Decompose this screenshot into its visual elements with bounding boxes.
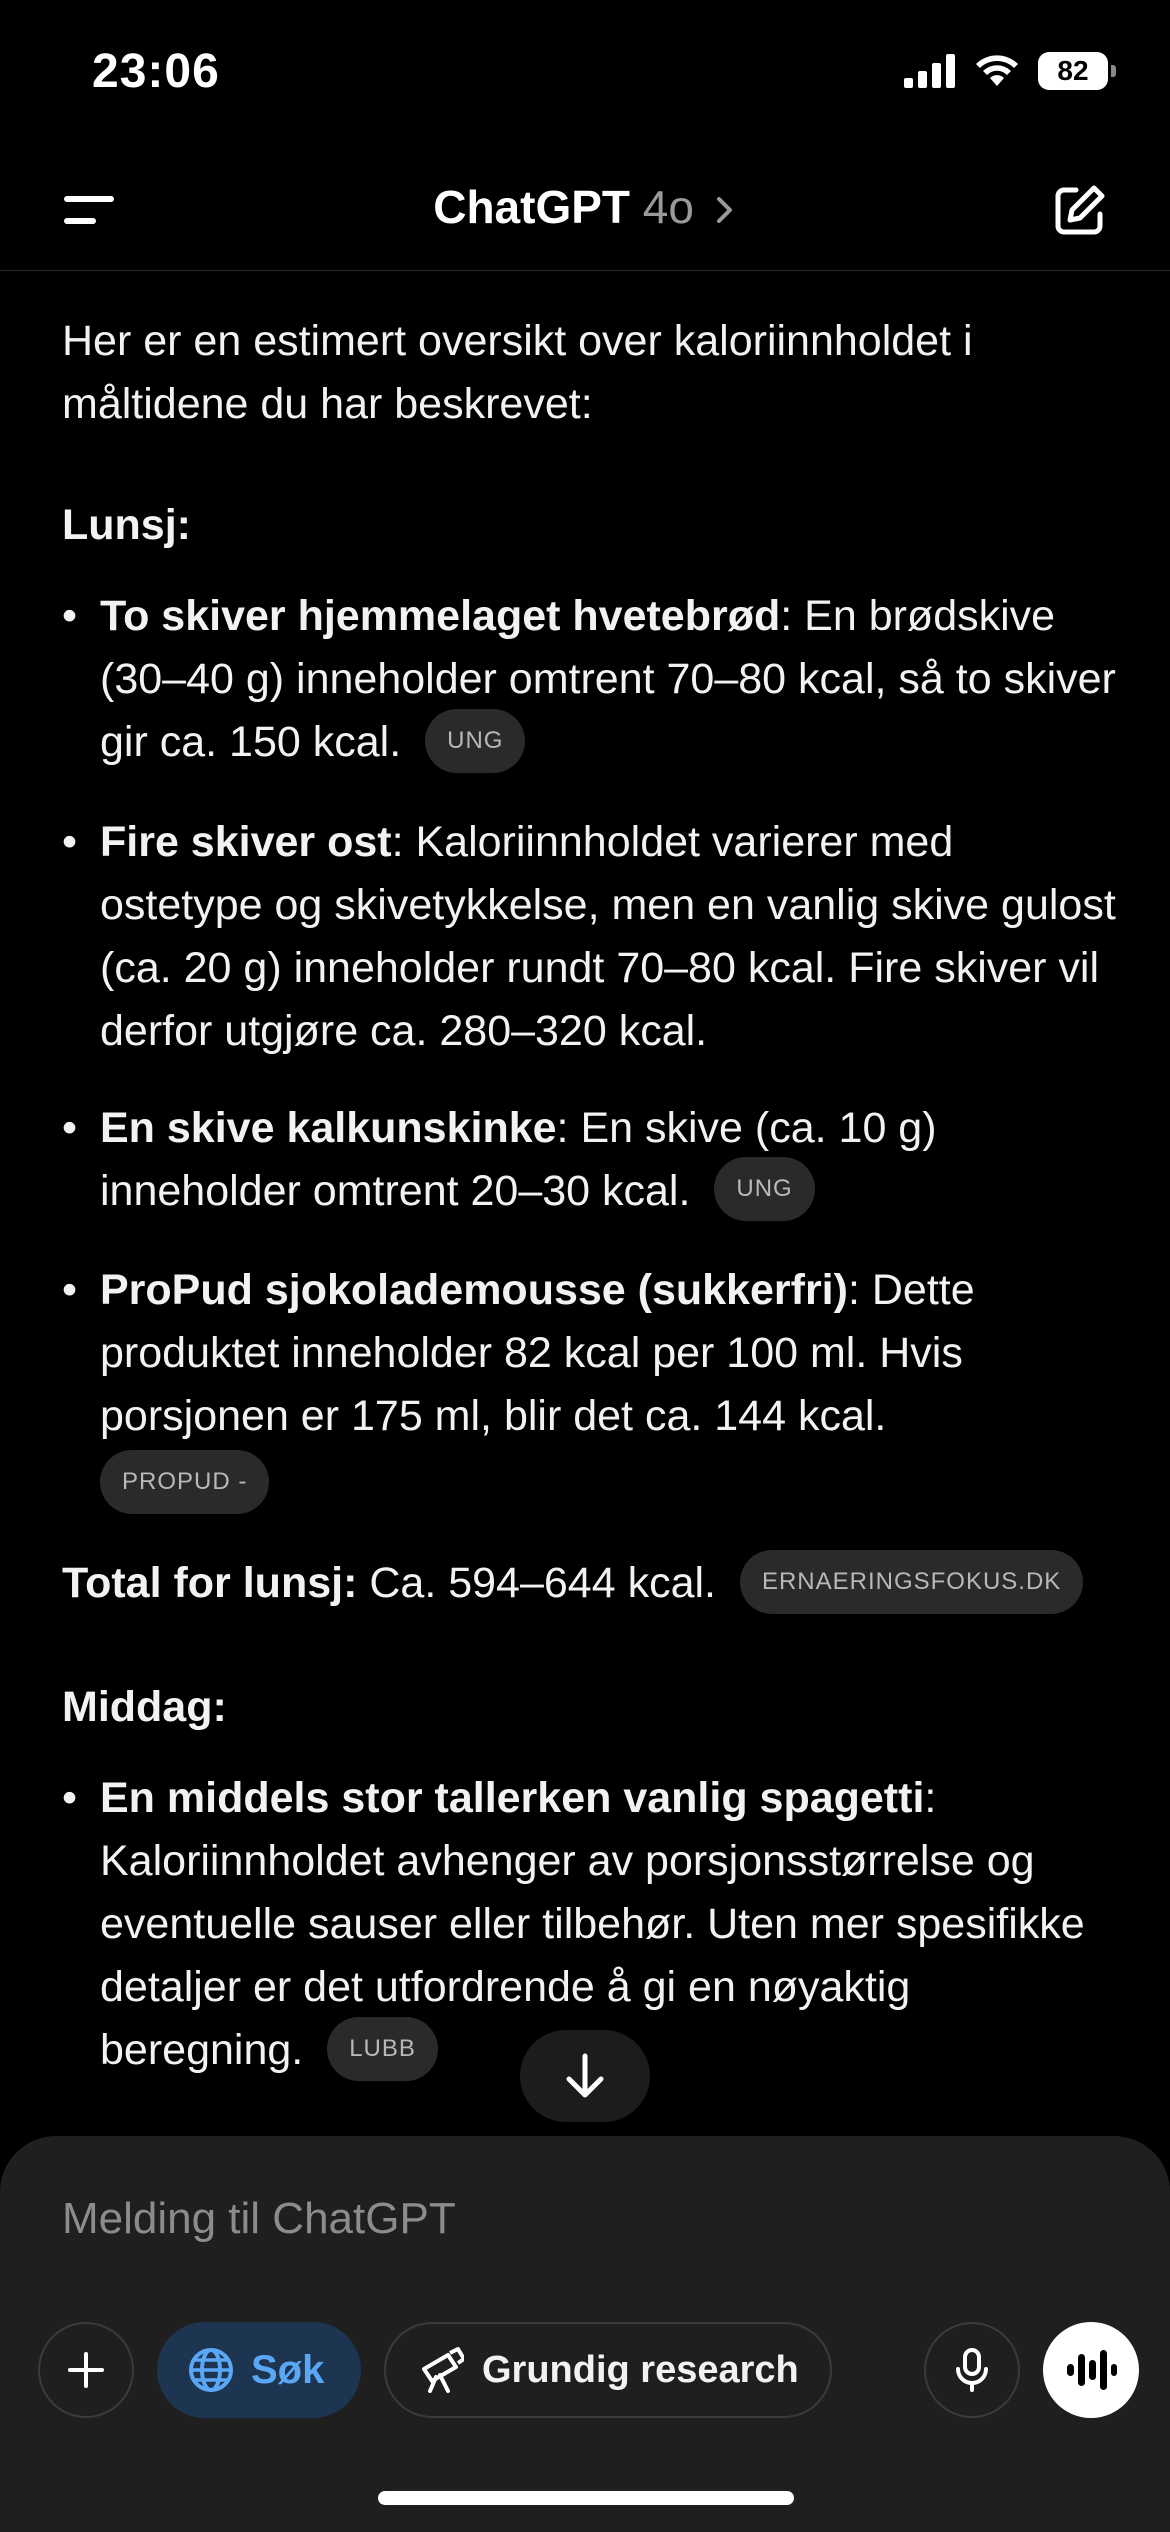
dictate-button[interactable] bbox=[924, 2322, 1020, 2418]
source-chip[interactable]: UNG bbox=[714, 1157, 814, 1221]
nav-bar bbox=[0, 150, 1170, 271]
attach-button[interactable] bbox=[38, 2322, 134, 2418]
message-input[interactable]: Melding til ChatGPT bbox=[62, 2194, 456, 2243]
total-label: Total for lunsj: bbox=[62, 1559, 358, 1608]
item-title: Fire skiver ost bbox=[100, 817, 392, 866]
lunch-heading: Lunsj: bbox=[62, 501, 191, 549]
list-item bbox=[62, 1097, 1122, 1226]
new-chat-icon[interactable] bbox=[1050, 180, 1110, 240]
battery-indicator: 82 bbox=[1038, 52, 1108, 90]
microphone-icon bbox=[952, 2347, 992, 2393]
status-icons bbox=[904, 52, 1108, 90]
scroll-down-button[interactable] bbox=[520, 2030, 650, 2122]
source-chip[interactable]: ERNAERINGSFOKUS.DK bbox=[740, 1550, 1083, 1614]
message-intro: Her er en estimert oversikt over kaloriinnholdet i måltidene du har beskrevet: bbox=[62, 317, 973, 428]
status-time: 23:06 bbox=[92, 45, 220, 98]
globe-icon bbox=[187, 2346, 235, 2394]
wifi-icon bbox=[974, 54, 1020, 88]
item-text: : En skive (ca. 10 g) inneholder omtrent 20–30 kcal. bbox=[100, 1103, 937, 1215]
search-label: Søk bbox=[251, 2347, 325, 2392]
voice-wave-icon bbox=[1065, 2348, 1117, 2392]
status-bar bbox=[0, 0, 1170, 150]
source-chip[interactable]: UNG bbox=[425, 709, 525, 773]
list-item bbox=[62, 585, 1122, 777]
arrow-down-icon bbox=[563, 2052, 607, 2100]
voice-mode-button[interactable] bbox=[1043, 2322, 1139, 2418]
list-item bbox=[62, 811, 1122, 1063]
item-title: En middels stor tallerken vanlig spagetti bbox=[100, 1773, 925, 1822]
list-item bbox=[62, 1259, 1122, 1518]
composer bbox=[0, 2136, 1170, 2532]
telescope-icon bbox=[418, 2347, 464, 2393]
model-name: 4o bbox=[642, 181, 694, 233]
model-selector[interactable] bbox=[0, 180, 1170, 234]
source-chip[interactable]: LUBB bbox=[327, 2017, 438, 2081]
assistant-message bbox=[62, 310, 1122, 2119]
item-title: ProPud sjokolademousse (sukkerfri) bbox=[100, 1266, 848, 1315]
lunch-list bbox=[62, 585, 1122, 1518]
signal-icon bbox=[904, 54, 956, 88]
research-label: Grundig research bbox=[482, 2348, 799, 2391]
dinner-heading: Middag: bbox=[62, 1682, 227, 1731]
search-button[interactable] bbox=[157, 2322, 361, 2418]
deep-research-button[interactable] bbox=[384, 2322, 832, 2418]
plus-icon bbox=[66, 2350, 106, 2390]
item-title: En skive kalkunskinke bbox=[100, 1103, 557, 1152]
item-title: To skiver hjemmelaget hvetebrød bbox=[100, 592, 781, 640]
source-chip[interactable]: PROPUD - bbox=[100, 1450, 269, 1514]
chevron-right-icon bbox=[713, 195, 737, 225]
lunch-total bbox=[62, 1552, 1122, 1618]
item-text: : Dette produktet inneholder 82 kcal per 100 ml. Hvis porsjonen er 175 ml, blir det ca. 144 kcal. bbox=[100, 1266, 975, 1441]
item-text: : Kaloriinnholdet varierer med ostetype og skivetykkelse, men en vanlig skive gulost (ca. 20 g) inneholder rundt 70–80 kcal. Fire skiver vil derfor utgjøre ca. 280–320 kcal. bbox=[100, 817, 1116, 1055]
item-text: : En brødskive (30–40 g) inneholder omtrent 70–80 kcal, så to skiver gir ca. 150 kcal. bbox=[100, 592, 1116, 766]
total-value: Ca. 594–644 kcal. bbox=[357, 1559, 716, 1608]
app-title: ChatGPT bbox=[433, 181, 631, 233]
home-indicator bbox=[378, 2491, 794, 2505]
item-text: : Kaloriinnholdet avhenger av porsjonsstørrelse og eventuelle sauser eller tilbehør. Uten mer spesifikke detaljer er det utfordrende å gi en nøyaktig beregning. bbox=[100, 1773, 1085, 2074]
